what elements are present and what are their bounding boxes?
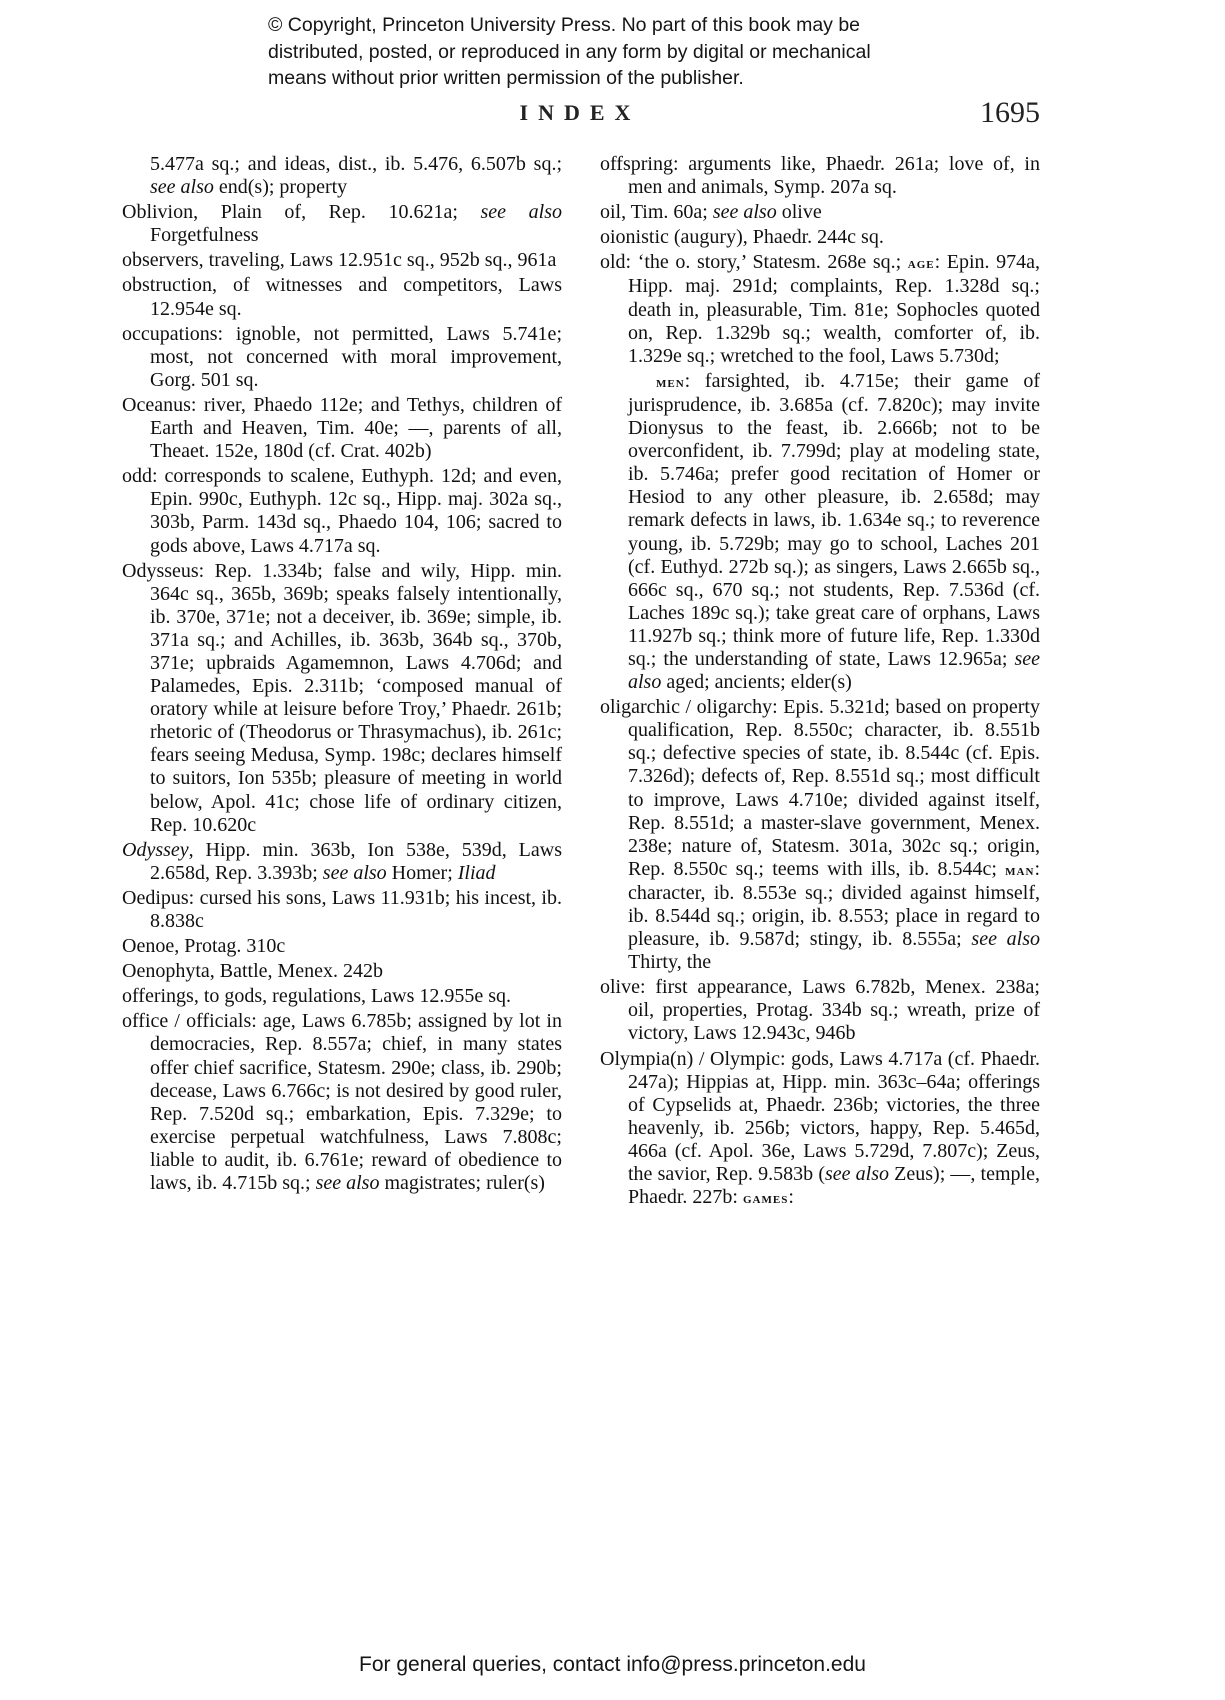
- copyright-line: means without prior written permission of the publisher.: [268, 67, 744, 89]
- footer-contact: For general queries, contact info@press.princeton.edu: [359, 1653, 866, 1676]
- index-entry: Oenophyta, Battle, Menex. 242b: [122, 960, 384, 983]
- index-entry: Oblivion, Plain of, Rep. 10.621a; see also Forgetfulness: [122, 201, 562, 247]
- page-number: 1695: [980, 96, 1040, 129]
- index-entry: 5.477a sq.; and ideas, dist., ib. 5.476, 6.507b sq.; see also end(s); property: [150, 153, 562, 199]
- index-entry: olive: first appearance, Laws 6.782b, Menex. 238a; oil, properties, Protag. 334b sq.; wreath, prize of victory, Laws 12.943c, 946b: [600, 976, 1040, 1045]
- index-entry: Oedipus: cursed his sons, Laws 11.931b; his incest, ib. 8.838c: [122, 886, 562, 932]
- index-entry: obstruction, of witnesses and competitors, Laws 12.954e sq.: [122, 274, 562, 320]
- index-entry: occupations: ignoble, not permitted, Laws 5.741e; most, not concerned with moral improvement, Gorg. 501 sq.: [122, 322, 562, 391]
- index-column-right: [600, 153, 1040, 1212]
- index-entry: Odyssey, Hipp. min. 363b, Ion 538e, 539d, Laws 2.658d, Rep. 3.393b; see also Homer; Iliad: [122, 838, 562, 884]
- copyright-line: distributed, posted, or reproduced in any form by digital or mechanical: [268, 40, 871, 63]
- index-entry: Oceanus: river, Phaedo 112e; and Tethys, children of Earth and Heaven, Tim. 40e; —, parents of all, Theaet. 152e, 180d (cf. Crat. 402b): [122, 393, 562, 463]
- running-head: [120, 96, 1040, 136]
- index-entry: oligarchic / oligarchy: Epis. 5.321d; based on property qualification, Rep. 8.550c; character, ib. 8.551b sq.; defective species of state, ib. 8.544c (cf. Epis. 7.326d); defects of, Rep. 8.551d sq.; most difficult to improve, Laws 4.710e; divided against itself, Rep. 8.551d; a master-slave government, Menex. 238e; nature of, Statesm. 301a, 302c sq.; origin, Rep. 8.550c sq.; teems with ills, ib. 8.544c; man: character, ib. 8.553e sq.; divided against himself, ib. 8.544d sq.; origin, ib. 8.553; place in regard to pleasure, ib. 9.587d; stingy, ib. 8.555a; see also Thirty, the: [600, 696, 1040, 974]
- index-entry: Odysseus: Rep. 1.334b; false and wily, Hipp. min. 364c sq., 365b, 369b; speaks falsely intentionally, ib. 370e, 371e; not a deceiver, ib. 369e; simple, ib. 371a sq.; and Achilles, ib. 363b, 364b sq., 370b, 371e; upbraids Agamemnon, Laws 4.706d; and Palamedes, Epis. 2.311b; ‘composed manual of oratory while at leisure before Troy,’ Phaedr. 261b; rhetoric of (Theodorus or Thrasymachus), ib. 261c; fears seeing Medusa, Symp. 198c; declares himself to suitors, Ion 535b; pleasure of meeting in world below, Apol. 41c; chose life of ordinary citizen, Rep. 10.620c: [122, 559, 562, 836]
- copyright-line: © Copyright, Princeton University Press. No part of this book may be: [268, 14, 861, 36]
- index-entry: old: ‘the o. story,’ Statesm. 268e sq.; age: Epin. 974a, Hipp. maj. 291d; complaints, Rep. 1.328d sq.; death in, pleasurable, Tim. 81e; Sophocles quoted on, Rep. 1.329b sq.; wealth, comforter of, ib. 1.329e sq.; wretched to the fool, Laws 5.730d;: [600, 251, 1040, 367]
- index-entry: oil, Tim. 60a; see also olive: [600, 201, 822, 224]
- index-entry: odd: corresponds to scalene, Euthyph. 12d; and even, Epin. 990c, Euthyph. 12c sq., Hipp. maj. 302a sq., 303b, Parm. 143d sq., Phaedo 104, 106; sacred to gods above, Laws 4.717a sq.: [122, 465, 562, 557]
- index-entry: offerings, to gods, regulations, Laws 12.955e sq.: [122, 985, 512, 1008]
- index-entry: observers, traveling, Laws 12.951c sq., 952b sq., 961a: [122, 249, 557, 272]
- index-entry: office / officials: age, Laws 6.785b; assigned by lot in democracies, Rep. 8.557a; chief, in many states offer chief sacrifice, Statesm. 290e; class, ib. 290b; decease, Laws 6.766c; is not desired by good ruler, Rep. 7.520d sq.; embarkation, Epis. 7.329e; to exercise perpetual watchfulness, Laws 7.808c; liable to audit, ib. 6.761e; reward of obedience to laws, ib. 4.715b sq.; see also magistrates; ruler(s): [122, 1010, 562, 1195]
- index-column-left: [122, 153, 562, 1197]
- page-title: INDEX: [519, 100, 641, 125]
- index-entry: Olympia(n) / Olympic: gods, Laws 4.717a (cf. Phaedr. 247a); Hippias at, Hipp. min. 363c–64a; offerings of Cypselids at, Phaedr. 236b; victories, the three heavenly, ib. 256b; victors, happy, Rep. 5.465d, 466a (cf. Apol. 36e, Laws 5.729d, 7.807c); Zeus, the savior, Rep. 9.583b (see also Zeus); —, temple, Phaedr. 227b: games:: [600, 1047, 1040, 1209]
- index-entry: offspring: arguments like, Phaedr. 261a; love of, in men and animals, Symp. 207a sq.: [600, 153, 1040, 199]
- index-entry: oionistic (augury), Phaedr. 244c sq.: [600, 226, 884, 249]
- index-subentry: men: farsighted, ib. 4.715e; their game of jurisprudence, ib. 3.685a (cf. 7.820c); may invite Dionysus to the feast, ib. 2.666b; not to be overconfident, ib. 7.799d; play at modeling state, ib. 5.746a; prefer good recitation of Homer or Hesiod to any other pleasure, ib. 2.658d; may remark defects in laws, ib. 1.634e sq.; to reverence young, ib. 5.729b; may go to school, Laches 201 (cf. Euthyd. 272b sq.); as singers, Laws 2.665b sq., 666c sq., 670 sq.; not students, Rep. 7.536d (cf. Laches 189c sq.); take great care of orphans, Laws 11.927b sq.; think more of future life, Rep. 1.330d sq.; the understanding of state, Laws 12.965a; see also aged; ancients; elder(s): [628, 369, 1040, 694]
- copyright-notice: [268, 12, 1028, 92]
- index-entry: Oenoe, Protag. 310c: [122, 935, 286, 958]
